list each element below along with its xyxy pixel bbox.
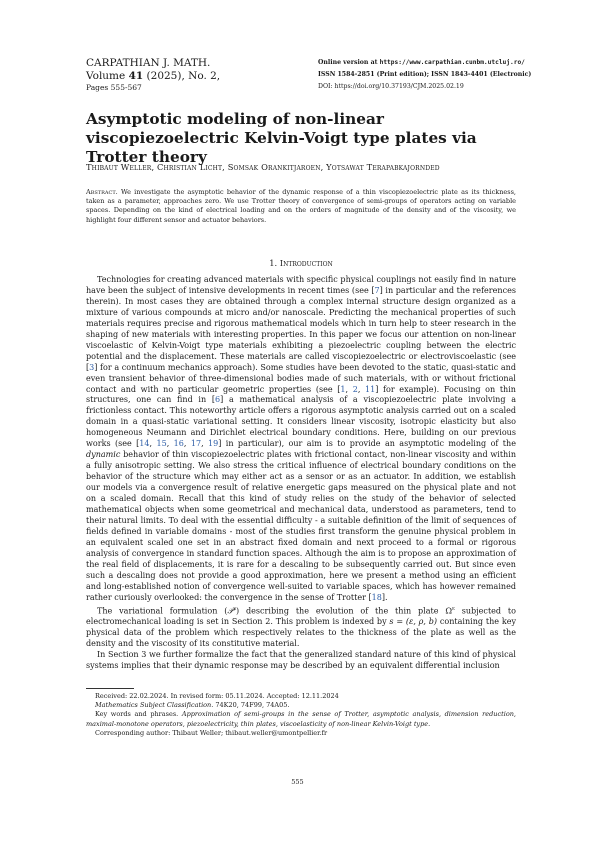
body-text <box>86 275 516 672</box>
journal-header-right <box>318 57 531 94</box>
citation-link[interactable]: 19 <box>208 439 219 449</box>
page-range: Pages 555-567 <box>86 83 142 92</box>
received-dates: Received: 22.02.2024. In revised form: 05.11.2024. Accepted: 12.11.2024 <box>95 692 339 700</box>
paper-title: Asymptotic modeling of non-linear viscopiezoelectric Kelvin-Voigt type plates via Trotter theory <box>86 110 477 166</box>
journal-name: CARPATHIAN J. MATH. <box>86 57 211 69</box>
author-list: Thibaut Weller, Christian Licht, Somsak Orankitjaroen, Yotsawat Terapabkajornded <box>86 162 440 172</box>
doi-link[interactable]: DOI: https://doi.org/10.37193/CJM.2025.02.19 <box>318 83 464 91</box>
citation-link[interactable]: 16 <box>173 439 184 449</box>
corresponding-author: Corresponding author: Thibaut Weller; thibaut.weller@umontpellier.fr <box>95 728 328 737</box>
journal-header-left <box>86 57 220 95</box>
citation-link[interactable]: 3 <box>89 362 95 372</box>
page-number: 555 <box>291 778 304 786</box>
paragraph-3: In Section 3 we further formalize the fact that the generalized standard nature of this kind of physical systems implies that their dynamic response may be described by an equivalent differential inclusion <box>86 650 516 671</box>
section-heading: 1. Introduction <box>269 258 333 268</box>
citation-link[interactable]: 11 <box>365 384 376 394</box>
citation-link[interactable]: 7 <box>374 285 380 295</box>
paragraph-2: The variational formulation (𝒫$^s$) describing the evolution of the thin plate $\Omega^\varepsilon$ subjected to electromechanical loading is set in Section 2. This problem is indexed by s = (ε, ρ, b) containing the key physical data of the problem which respectively relates to the thickness of the plate as well as the density and the viscosity of its constitutive material. <box>86 605 517 649</box>
keywords: Key words and phrases. Approximation of semi-groups in the sense of Trotter, asymptotic analysis, dimension reduction, maximal-monotone operators, piezoelectricity, thin plates, viscoelasticity of non-linear Kelvin-Voigt type. <box>86 710 516 728</box>
footnote-rule <box>86 688 134 689</box>
abstract-label: Abstract. <box>86 188 118 196</box>
citation-link[interactable]: 17 <box>190 439 202 449</box>
online-version: Online version at https://www.carpathian.cunbm.utcluj.ro/ <box>318 59 525 66</box>
citation-link[interactable]: 15 <box>156 439 167 449</box>
citation-link[interactable]: 1 <box>340 384 346 394</box>
volume-info: Volume 41 (2025), No. 2, <box>86 69 221 82</box>
citation-link[interactable]: 6 <box>215 395 221 405</box>
msc-classification: Mathematics Subject Classification. 74K20, 74F99, 74A05. <box>95 701 290 710</box>
citation-link[interactable]: 18 <box>371 592 382 602</box>
paragraph-1: Technologies for creating advanced materials with specific physical couplings not easily find in nature have been the subject of intensive developments in recent times (see [7] in particular and the references therein). In most cases they are obtained through a complex internal structure design organized as a mixture of various compounds at micro and/or nanoscale. Predicting the mechanical properties of such materials requires precise and rigorous mathematical models which in turn help to steer research in the shaping of new materials with interesting properties. In this paper we focus our attention on non-linear viscoelastic of Kelvin-Voigt type materials exhibiting a piezoelectric coupling between the electric potential and the displacement. These materials are called viscopiezoelectric or electroviscoelastic (see [3] for a continuum mechanics approach). Some studies have been devoted to the static, quasi-static and even transient behavior of three-dimensional bodies made of such materials, with or without frictional contact and with no particular geometric properties (see [1, 2, 11] for example). Focusing on thin structures, one can find in [6] a mathematical analysis of a viscopiezoelectric plate involving a frictionless contact. This noteworthy article offers a rigorous asymptotic analysis carried out on a scaled domain in a quasi-static variational setting. It considers linear viscosity, isotropic elasticity but also homogeneous Neumann and Dirichlet electrical boundary conditions. Here, building on our previous works (see [14, 15, 16, 17, 19] in particular), our aim is to provide an asymptotic modeling of the dynamic behavior of thin viscopiezoelectric plates with frictional contact, non-linear viscosity and within a fully anisotropic setting. We also stress the critical influence of electrical boundary conditions on the behavior of the structure which may either act as a sensor or as an actuator. In addition, we establish our models via a convergence result of relative energetic gaps measured on the physical plate and not on a scaled domain. Recall that this kind of study relies on the study of the behavior of selected mathematical objects when some geometrical and mechanical data, understood as parameters, tend to their natural limits. To deal with the essential difficulty - a suitable definition of the limit of sequences of fields defined in variable domains - most of the studies first transform the genuine physical problem in an equivalent scaled one set in an abstract fixed domain and next proceed to a formal or rigorous analysis of convergence in standard function spaces. Although the aim is to propose an approximation of the real field of displacements, it is rare for a descaling to be subsequently carried out. But since even such a descaling does not provide a good approximation, here we present a method using an efficient and long-established notion of convergence well-suited to variable spaces, which has however remained rather curiously overlooked: the convergence in the sense of Trotter [18]. <box>86 275 517 602</box>
online-url[interactable]: https://www.carpathian.cunbm.utcluj.ro/ <box>379 59 525 66</box>
citation-link[interactable]: 2 <box>352 384 358 394</box>
citation-link[interactable]: 14 <box>139 439 150 449</box>
footnotes <box>86 692 516 738</box>
abstract-text: We investigate the asymptotic behavior of the dynamic response of a thin viscopiezoelectric plate as its thickness, taken as a parameter, approaches zero. We use Trotter theory of convergence of semi-groups of operators acting on variable spaces. Depending on the kind of electrical loading and on the orders of magnitude of the density and of the viscosity, we highlight four different sensor and actuator behaviors. <box>86 188 516 224</box>
abstract <box>86 188 516 225</box>
issn: ISSN 1584-2851 (Print edition); ISSN 1843-4401 (Electronic) <box>318 71 532 79</box>
